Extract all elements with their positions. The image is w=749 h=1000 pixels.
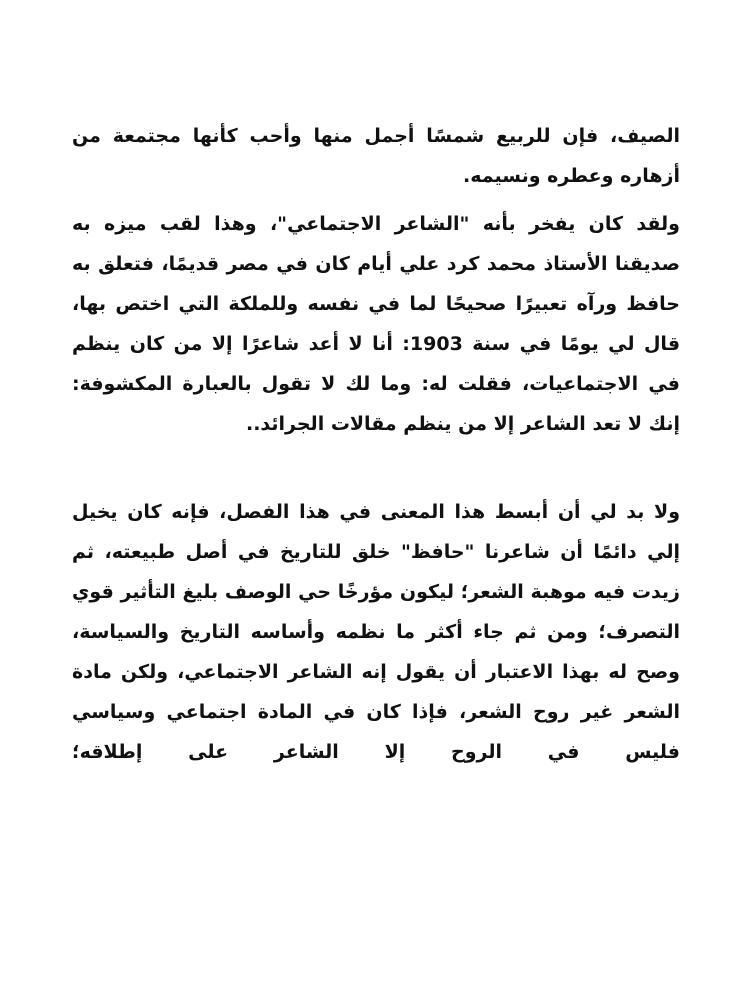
paragraph-3: ولا بد لي أن أبسط هذا المعنى في هذا الفصل، فإنه كان يخيل إلي دائمًا أن شاعرنا "حافظ" خلق للتاريخ في أصل طبيعته، ثم زيدت فيه موهبة الشعر؛ ليكون مؤرخًا حي الوصف بليغ التأثير قوي التصرف؛ ومن ثم جاء أكثر ما نظمه وأساسه التاريخ والسياسة، وصح له بهذا الاعتبار أن يقول إنه الشاعر الاجتماعي، ولكن مادة الشعر غير روح الشعر، فإذا كان في المادة اجتماعي وسياسي فليس في الروح إلا الشاعر على إطلاقه؛ [72,501,680,763]
paragraph-2: ولقد كان يفخر بأنه "الشاعر الاجتماعي"، وهذا لقب ميزه به صديقنا الأستاذ محمد كرد علي أيام كان في مصر قديمًا، فتعلق به حافظ ورآه تعبيرًا صحيحًا لما في نفسه وللملكة التي اختص بها، قال لي يومًا في سنة 1903: أنا لا أعد شاعرًا إلا من كان ينظم في الاجتماعيات، فقلت له: وما لك لا تقول بالعبارة المكشوفة: إنك لا تعد الشاعر إلا من ينظم مقالات الجرائد.. [72,213,681,435]
document-body [72,116,680,772]
paragraph-gap [72,444,680,492]
paragraph-1: الصيف، فإن للربيع شمسًا أجمل منها وأحب كأنها مجتمعة من أزهاره وعطره ونسيمه. [72,125,680,187]
